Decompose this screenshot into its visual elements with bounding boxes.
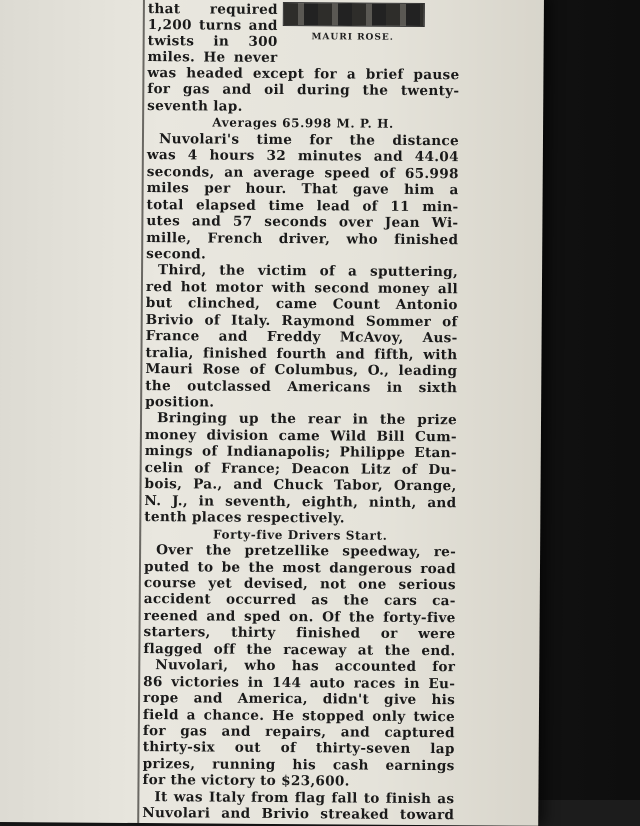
right-text-line: money division came Wild Bill Cum- bbox=[144, 426, 457, 446]
right-text-line: second. bbox=[146, 245, 207, 263]
right-text-line: 86 victories in 144 auto races in Eu- bbox=[143, 673, 456, 692]
right-text-line: was 4 hours 32 minutes and 44.04 bbox=[146, 147, 459, 166]
subhead: Averages 65.998 M. P. H. bbox=[212, 115, 394, 132]
right-text-line: N. J., in seventh, eighth, ninth, and bbox=[144, 492, 457, 511]
right-text-line: seventh lap. bbox=[147, 97, 243, 115]
right-text-line: miles per hour. That gave him a bbox=[146, 180, 459, 199]
right-text-line: Bringing up the rear in the prize bbox=[156, 410, 458, 429]
right-text-line: twists in 300 bbox=[147, 33, 278, 50]
right-text-line: puted to be the most dangerous road bbox=[143, 558, 457, 577]
right-text-line: utes and 57 seconds over Jean Wi- bbox=[146, 213, 459, 232]
right-text-line: 1,200 turns and bbox=[147, 17, 278, 34]
right-text-line: flagged off the raceway at the end. bbox=[143, 640, 456, 659]
right-text-line: that required bbox=[147, 1, 278, 18]
right-text-line: the outclassed Americans in sixth bbox=[145, 377, 458, 396]
right-text-line: bois, Pa., and Chuck Tabor, Orange, bbox=[144, 476, 457, 495]
right-text-line: starters, thirty finished or were bbox=[143, 624, 456, 643]
right-text-line: prizes, running his cash earnings bbox=[142, 755, 455, 775]
right-text-line: red hot motor with second money all bbox=[145, 278, 458, 298]
right-text-line: mings of Indianapolis; Philippe Etan- bbox=[144, 443, 457, 462]
right-text-line: Brivio of Italy. Raymond Sommer of bbox=[145, 311, 458, 330]
right-text-line: for gas and repairs, and captured bbox=[142, 723, 455, 742]
right-text-line: position. bbox=[145, 394, 215, 411]
right-text-line: Nuvolari and Brivio streaked toward bbox=[142, 805, 455, 824]
right-text-line: field a chance. He stopped only twice bbox=[142, 706, 456, 725]
right-text-line: rope and America, didn't give his bbox=[143, 690, 456, 709]
right-text-line: for the victory to $23,600. bbox=[142, 772, 350, 790]
right-text-line: Nuvolari, who has accounted for bbox=[155, 657, 456, 676]
right-text-line: but clinched, came Count Antonio bbox=[145, 295, 458, 314]
right-text-line: tralia, finished fourth and fifth, with bbox=[145, 344, 458, 363]
right-text-line: accident occurred as the cars ca- bbox=[143, 591, 456, 610]
right-text-line: It was Italy from flag fall to finish as bbox=[154, 788, 455, 808]
right-text-line: was headed except for a brief pause bbox=[147, 65, 460, 84]
right-text-line: tenth places respectively. bbox=[144, 509, 345, 527]
right-text-line: miles. He never bbox=[147, 49, 278, 66]
right-text-line: total elapsed time lead of 11 min- bbox=[146, 196, 459, 215]
photo-caption: MAURI ROSE. bbox=[311, 32, 394, 43]
right-text-line: seconds, an average speed of 65.998 bbox=[146, 163, 459, 182]
right-text-line: for gas and oil during the twenty- bbox=[147, 81, 460, 100]
right-text-line: Nuvolari's time for the distance bbox=[158, 130, 460, 150]
right-text-line: course yet devised, not one serious bbox=[143, 574, 456, 594]
right-text-line: reened and sped on. Of the forty-five bbox=[143, 607, 456, 627]
subhead: Forty-five Drivers Start. bbox=[212, 527, 388, 543]
driver-photo bbox=[283, 2, 425, 27]
right-text-line: thirty-six out of thirty-seven lap bbox=[142, 739, 455, 758]
right-text-line: Over the pretzellike speedway, re- bbox=[156, 542, 457, 561]
right-text-line: mille, French driver, who finished bbox=[146, 229, 459, 248]
right-text-line: France and Freddy McAvoy, Aus- bbox=[145, 328, 458, 347]
right-text-line: celin of France; Deacon Litz of Du- bbox=[144, 459, 457, 479]
right-text-line: Third, the victim of a sputtering, bbox=[158, 262, 459, 281]
right-text-line: Mauri Rose of Columbus, O., leading bbox=[145, 361, 458, 380]
